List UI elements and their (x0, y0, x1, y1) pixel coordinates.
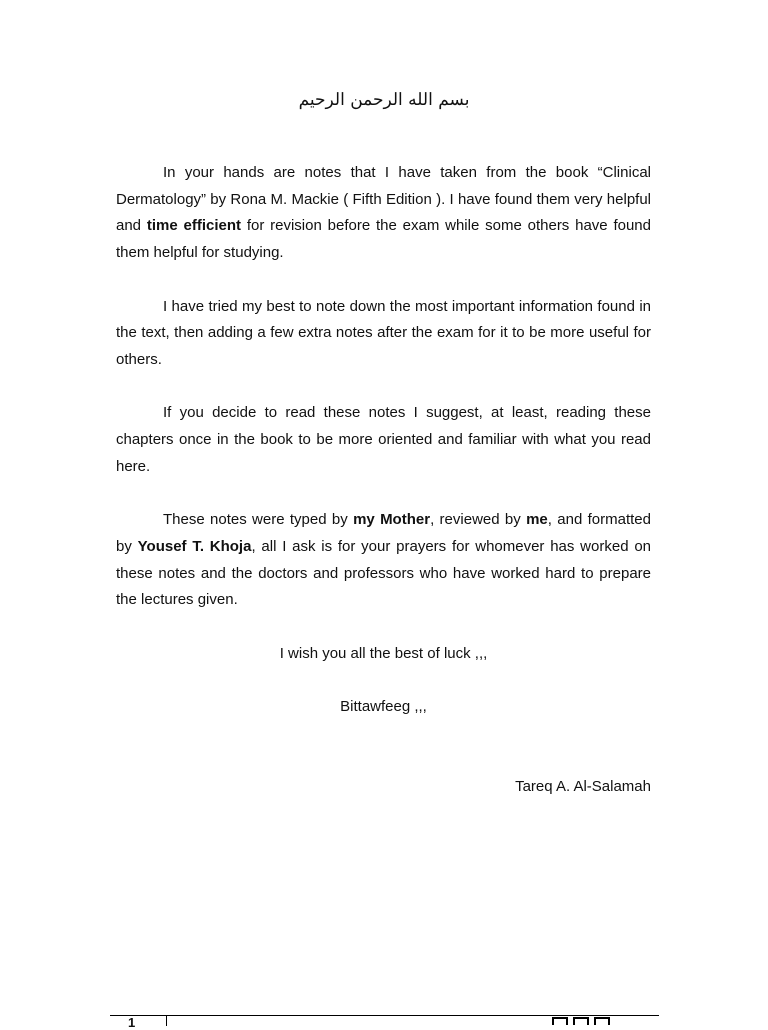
paragraph-credits-text-3: , and formatted by (116, 511, 651, 555)
paragraph-effort (116, 294, 651, 374)
paragraph-credits-text-4: , all I ask is for your prayers for whomever has worked on these notes and the doctors and professors who have worked hard to prepare the lectures given. (116, 537, 652, 609)
page-number: 1 (128, 1015, 136, 1030)
paragraph-credits-bold-mother: my Mother (353, 511, 431, 529)
basmala-heading: بسم الله الرحمن الرحيم (298, 90, 470, 110)
document-body (116, 160, 651, 800)
footer-separator (166, 1016, 167, 1026)
author-signature: Tareq A. Al-Salamah (515, 777, 651, 795)
paragraph-credits-text-2: , reviewed by (430, 511, 527, 529)
paragraph-suggestion (116, 400, 651, 480)
paragraph-credits-text-1: These notes were typed by (163, 511, 354, 529)
paragraph-credits (116, 507, 651, 614)
closing-farewell: Bittawfeeg ,,, (340, 697, 427, 715)
paragraph-intro-text-1: In your hands are notes that I have taken from the book “Clinical Dermatology” by Rona M. Mackie ( Fifth Edition ). I have found them very helpful and (116, 164, 651, 235)
footer-rule (110, 1015, 659, 1016)
paragraph-intro-text-2: for revision before the exam while some others have found them helpful for studying. (116, 217, 651, 262)
paragraph-suggestion-text: If you decide to read these notes I suggest, at least, reading these chapters once in the book to be more oriented and familiar with what you read here. (116, 404, 651, 475)
closing-wish: I wish you all the best of luck ,,, (279, 644, 488, 662)
paragraph-intro-bold-time-efficient: time efficient (146, 217, 242, 235)
paragraph-effort-text: I have tried my best to note down the most important information found in the text, then adding a few extra notes after the exam for it to be more useful for others. (116, 297, 651, 368)
paragraph-credits-bold-me: me (526, 511, 548, 529)
paragraph-intro (116, 160, 651, 267)
paragraph-credits-bold-formatter: Yousef T. Khoja (137, 537, 252, 555)
